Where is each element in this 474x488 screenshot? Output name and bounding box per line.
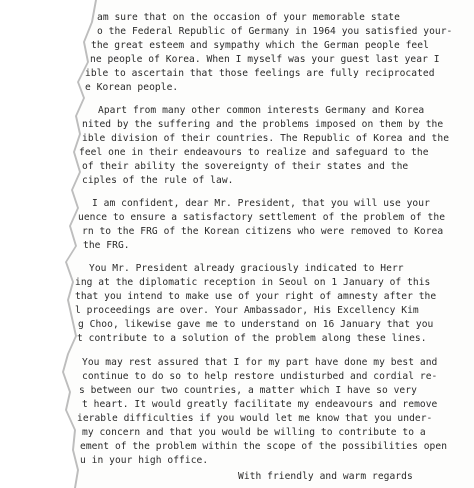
text-line: e Korean people.: [85, 82, 179, 93]
text-line: of their ability the sovereignty of their states and the: [82, 161, 409, 172]
text-line: ible division of their countries. The Republic of Korea and the: [82, 133, 450, 144]
text-line: u in your high office.: [80, 455, 209, 466]
closing-line: With friendly and warm regards: [238, 471, 413, 482]
text-line: ne people of Korea. When I myself was your guest last year I: [90, 54, 440, 65]
text-line: nited by the suffering and the problems imposed on them by the: [82, 119, 444, 130]
text-line: I am confident, dear Mr. President, that you will use your: [92, 198, 430, 209]
text-line: l proceedings are over. Your Ambassador, His Excellency Kim: [75, 305, 419, 316]
text-line: t contribute to a solution of the problem along these lines.: [77, 333, 427, 344]
text-line: the FRG.: [83, 240, 130, 251]
text-line: Apart from many other common interests Germany and Korea: [98, 105, 425, 116]
text-line: ciples of the rule of law.: [82, 175, 234, 186]
text-line: ible to ascertain that those feelings are fully reciprocated: [85, 68, 435, 79]
text-line: You Mr. President already graciously indicated to Herr: [89, 263, 404, 274]
text-line: rn to the FRG of the Korean citizens who were removed to Korea: [82, 226, 444, 237]
text-line: that you intend to make use of your right of amnesty after the: [75, 291, 437, 302]
text-line: the great esteem and sympathy which the German people feel: [91, 40, 429, 51]
text-line: s between our two countries, a matter which I have so very: [79, 385, 417, 396]
text-line: t heart. It would greatly facilitate my endeavours and remove: [82, 399, 438, 410]
text-line: continue to do so to help restore undisturbed and cordial re-: [82, 371, 438, 382]
text-line: my concern and that you would be willing to contribute to a: [82, 427, 426, 438]
text-line: uence to ensure a satisfactory settlement of the problem of the: [78, 212, 446, 223]
text-line: feel one in their endeavours to realize and safeguard to the: [79, 147, 429, 158]
text-line: o the Federal Republic of Germany in 1964 you satisfied your-: [97, 26, 453, 37]
text-line: am sure that on the occasion of your memorable state: [97, 12, 400, 23]
text-line: ement of the problem within the scope of the possibilities open: [80, 441, 448, 452]
text-line: ierable difficulties if you would let me know that you under-: [77, 413, 433, 424]
text-line: You may rest assured that I for my part have done my best and: [82, 357, 438, 368]
text-line: g Choo, likewise gave me to understand on 16 January that you: [78, 319, 434, 330]
text-line: ing at the diplomatic reception in Seoul on 1 January of this: [75, 277, 431, 288]
